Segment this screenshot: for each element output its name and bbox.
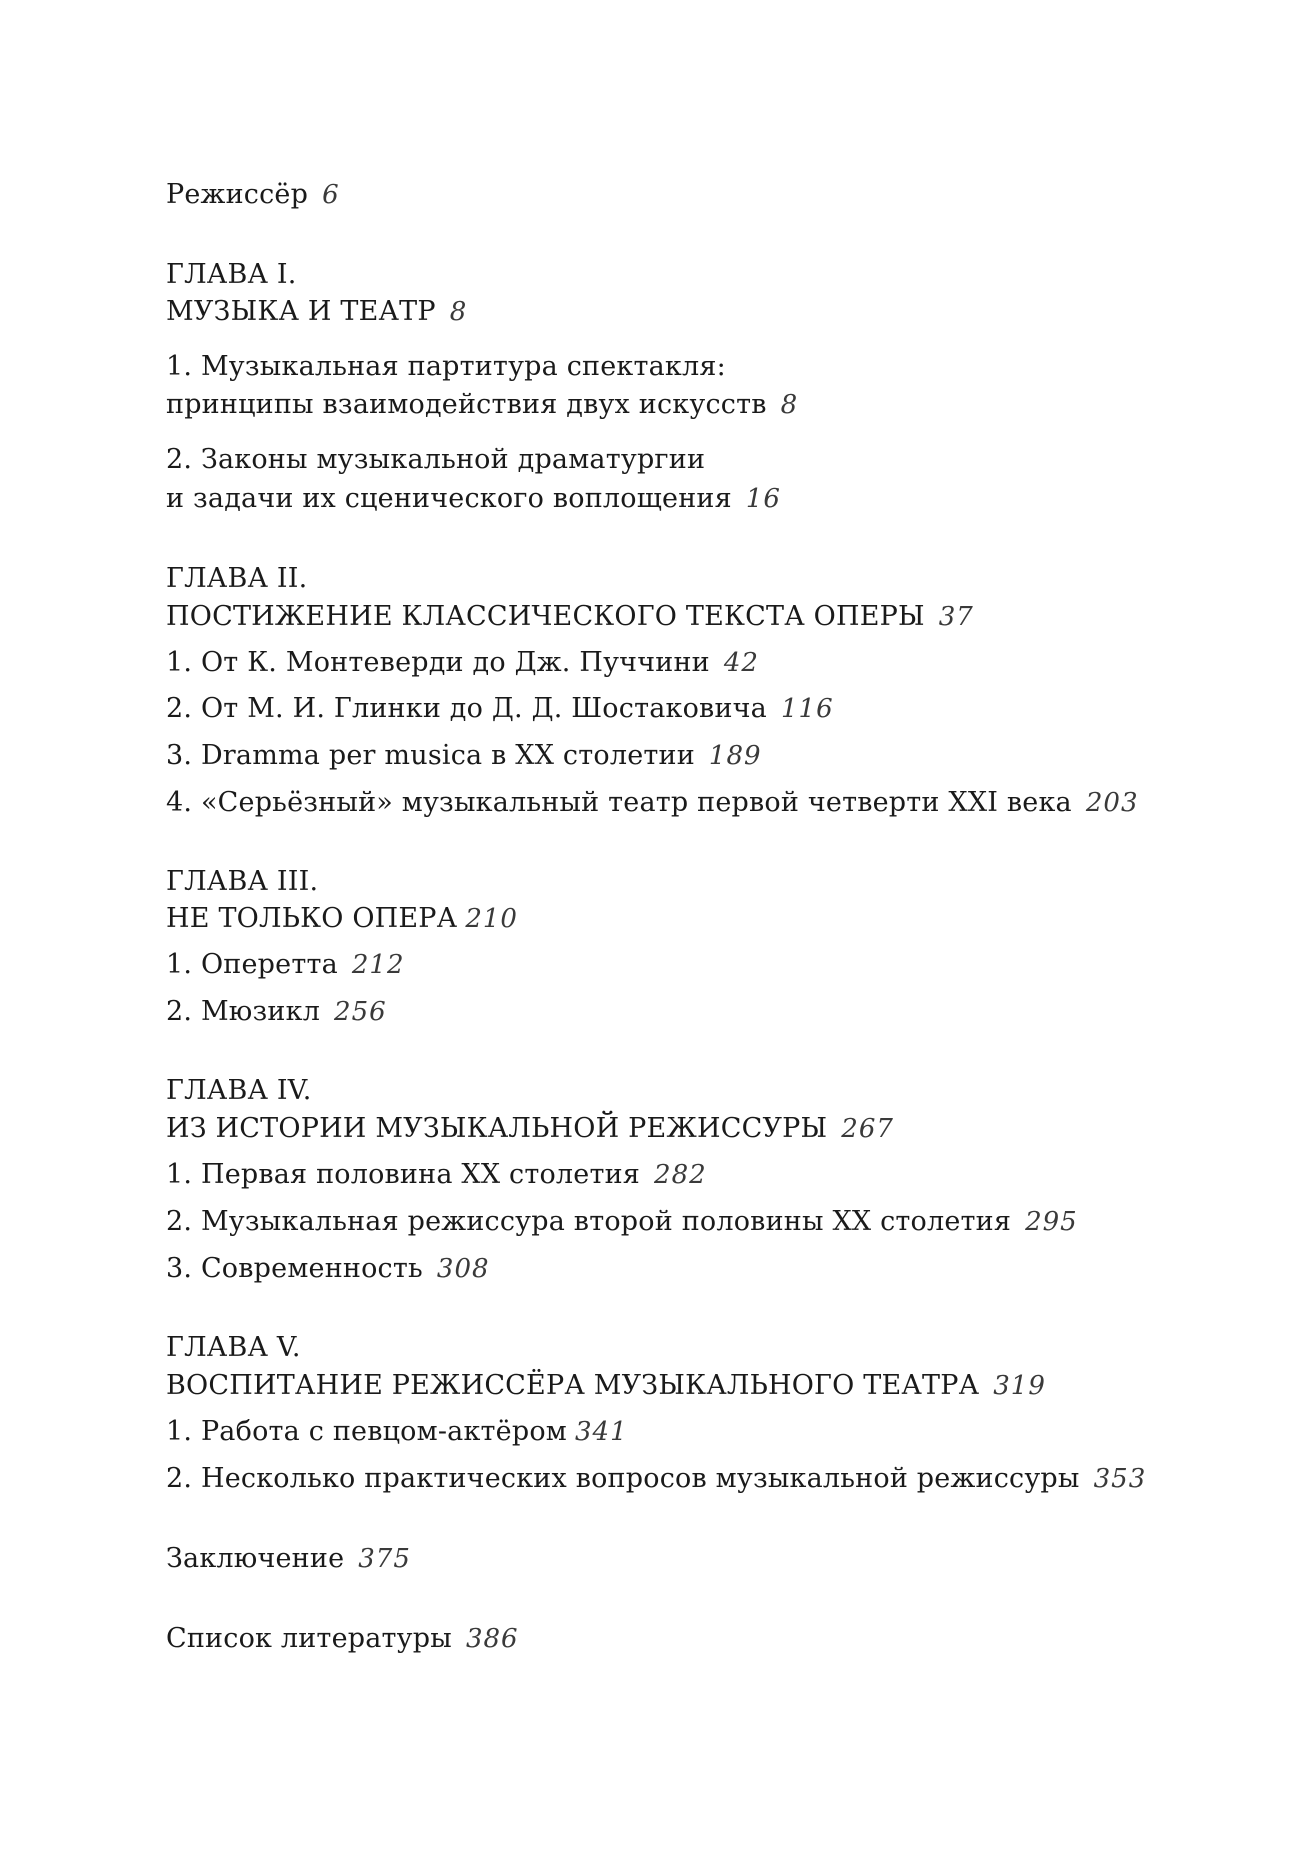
chapter-3-label: ГЛАВА III. xyxy=(166,866,319,897)
toc-page-number: 386 xyxy=(465,1624,519,1654)
toc-page-number: 375 xyxy=(358,1544,411,1574)
section-2-4 xyxy=(166,784,1139,822)
toc-entry-title: Заключение xyxy=(166,1543,345,1574)
toc-page-number: 8 xyxy=(449,297,468,327)
section-title: 2. Мюзикл xyxy=(166,996,321,1027)
toc-entry-conclusion xyxy=(166,1540,411,1578)
section-title: 3. Современность xyxy=(166,1253,423,1284)
section-title: 3. Dramma per musica в XX столетии xyxy=(166,740,695,771)
section-4-1 xyxy=(166,1156,707,1194)
section-title: 2. Несколько практических вопросов музыкальной режиссуры xyxy=(166,1463,1080,1494)
toc-page-number: 267 xyxy=(841,1114,894,1144)
chapter-title: ВОСПИТАНИЕ РЕЖИССЁРА МУЗЫКАЛЬНОГО ТЕАТРА xyxy=(166,1370,980,1401)
chapter-5-label: ГЛАВА V. xyxy=(166,1332,301,1363)
chapter-2-label: ГЛАВА II. xyxy=(166,563,308,594)
toc-page-number: 308 xyxy=(436,1254,490,1284)
toc-page-number: 295 xyxy=(1025,1207,1078,1237)
section-title: 1. Оперетта xyxy=(166,949,338,980)
toc-page-number: 341 xyxy=(575,1417,628,1447)
toc-entry-intro xyxy=(166,176,340,214)
toc-page-number: 353 xyxy=(1093,1464,1147,1494)
section-title: 1. Первая половина XX столетия xyxy=(166,1159,641,1190)
chapter-1-heading xyxy=(166,293,467,331)
toc-page-number: 210 xyxy=(465,904,518,934)
section-title: 1. От К. Монтеверди до Дж. Пуччини xyxy=(166,647,710,678)
section-4-3 xyxy=(166,1250,490,1288)
toc-page-number: 319 xyxy=(993,1371,1046,1401)
chapter-4-label: ГЛАВА IV. xyxy=(166,1075,312,1106)
section-2-1 xyxy=(166,644,759,682)
toc-page-number: 116 xyxy=(780,694,834,724)
section-title: 4. «Серьёзный» музыкальный театр первой четверти XXI века xyxy=(166,787,1072,818)
chapter-title: ИЗ ИСТОРИИ МУЗЫКАЛЬНОЙ РЕЖИССУРЫ xyxy=(166,1113,828,1144)
section-title: и задачи их сценического воплощения xyxy=(166,483,732,514)
section-title: 1. Работа с певцом-актёром xyxy=(166,1416,567,1447)
toc-page-number: 212 xyxy=(351,950,405,980)
toc-page-number: 189 xyxy=(708,741,762,771)
chapter-title: ПОСТИЖЕНИЕ КЛАССИЧЕСКОГО ТЕКСТА ОПЕРЫ xyxy=(166,601,925,632)
toc-page-number: 8 xyxy=(780,390,799,420)
section-3-1 xyxy=(166,946,405,984)
section-1-2-line-2 xyxy=(166,480,781,518)
section-1-1-line-1: 1. Музыкальная партитура спектакля: xyxy=(166,351,726,382)
toc-page-number: 42 xyxy=(723,648,759,678)
section-title: 2. Музыкальная режиссура второй половины XX столетия xyxy=(166,1206,1012,1237)
section-5-1 xyxy=(166,1413,628,1451)
toc-page-number: 282 xyxy=(654,1160,707,1190)
toc-entry-title: Список литературы xyxy=(166,1623,452,1654)
section-1-1-line-2 xyxy=(166,386,798,424)
toc-page-number: 203 xyxy=(1085,788,1139,818)
chapter-4-heading xyxy=(166,1110,894,1148)
section-title: принципы взаимодействия двух искусств xyxy=(166,389,767,420)
toc-entry-title: Режиссёр xyxy=(166,179,309,210)
toc-page-number: 16 xyxy=(745,484,781,514)
chapter-5-heading xyxy=(166,1367,1046,1405)
chapter-3-heading xyxy=(166,900,518,938)
section-2-2 xyxy=(166,690,834,728)
section-4-2 xyxy=(166,1203,1078,1241)
section-3-2 xyxy=(166,993,387,1031)
section-title: 2. От М. И. Глинки до Д. Д. Шостаковича xyxy=(166,693,767,724)
toc-page-number: 256 xyxy=(334,997,387,1027)
section-2-3 xyxy=(166,737,762,775)
chapter-title: МУЗЫКА И ТЕАТР xyxy=(166,296,436,327)
toc-page-number: 37 xyxy=(938,602,974,632)
chapter-2-heading xyxy=(166,598,974,636)
toc-entry-bibliography xyxy=(166,1620,519,1658)
chapter-title: НЕ ТОЛЬКО ОПЕРА xyxy=(166,903,458,934)
section-1-2-line-1: 2. Законы музыкальной драматургии xyxy=(166,444,706,475)
toc-page-number: 6 xyxy=(322,180,340,210)
chapter-1-label: ГЛАВА I. xyxy=(166,259,297,290)
section-5-2 xyxy=(166,1460,1146,1498)
